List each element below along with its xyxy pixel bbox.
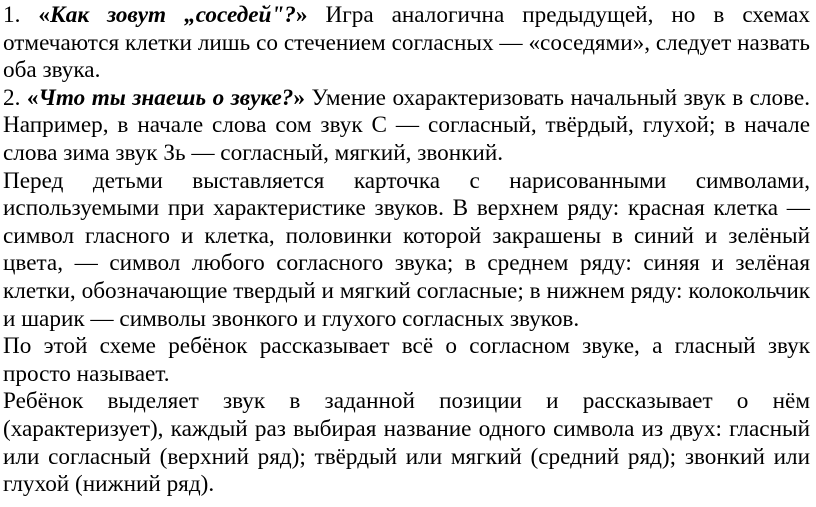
list-item-1 xyxy=(3,2,810,85)
list-item-2 xyxy=(3,85,810,168)
item-title: «Как зовут „соседей"?» xyxy=(38,2,308,28)
item-title: «Что ты знаешь о звуке?» xyxy=(26,84,305,111)
paragraph-scheme-usage: По этой схеме ребёнок рассказывает всё о согласном звуке, а гласный звук просто называет. xyxy=(3,333,810,387)
item-text: Игра аналогична предыдущей, но в схемах отмечаются клетки лишь со стечением согласных — «соседями», следует назвать оба звука. xyxy=(3,2,811,84)
item-text: Умение охарактеризовать начальный звук в слове. Например, в начале слова сом звук С — согласный, твёрдый, глухой; в начале слова зима звук Зь — согласный, мягкий, звонкий. xyxy=(3,84,811,166)
item-number: 2. xyxy=(3,84,21,111)
paragraph-card-description: Перед детьми выставляется карточка с нарисованными символами, используемыми при характеристике звуков. В верхнем ряду: красная клетка — символ гласного и клетка, половинки которой закрашены в синий и зелёный цвета, — символ любого согласного звука; в среднем ряду: синяя и зелёная клетки, обозначающие твердый и мягкий согласные; в нижнем ряду: колокольчик и шарик — символы звонкого и глухого согласных звуков. xyxy=(3,167,810,332)
paragraph-sound-characterization: Ребёнок выделяет звук в заданной позиции и рассказывает о нём (характеризует), каждый раз выбирая название одного символа из двух: гласный или согласный (верхний ряд); твёрдый или мягкий (средний ряд); звонкий или глухой (нижний ряд). xyxy=(3,388,810,498)
item-number: 1. xyxy=(3,2,21,28)
